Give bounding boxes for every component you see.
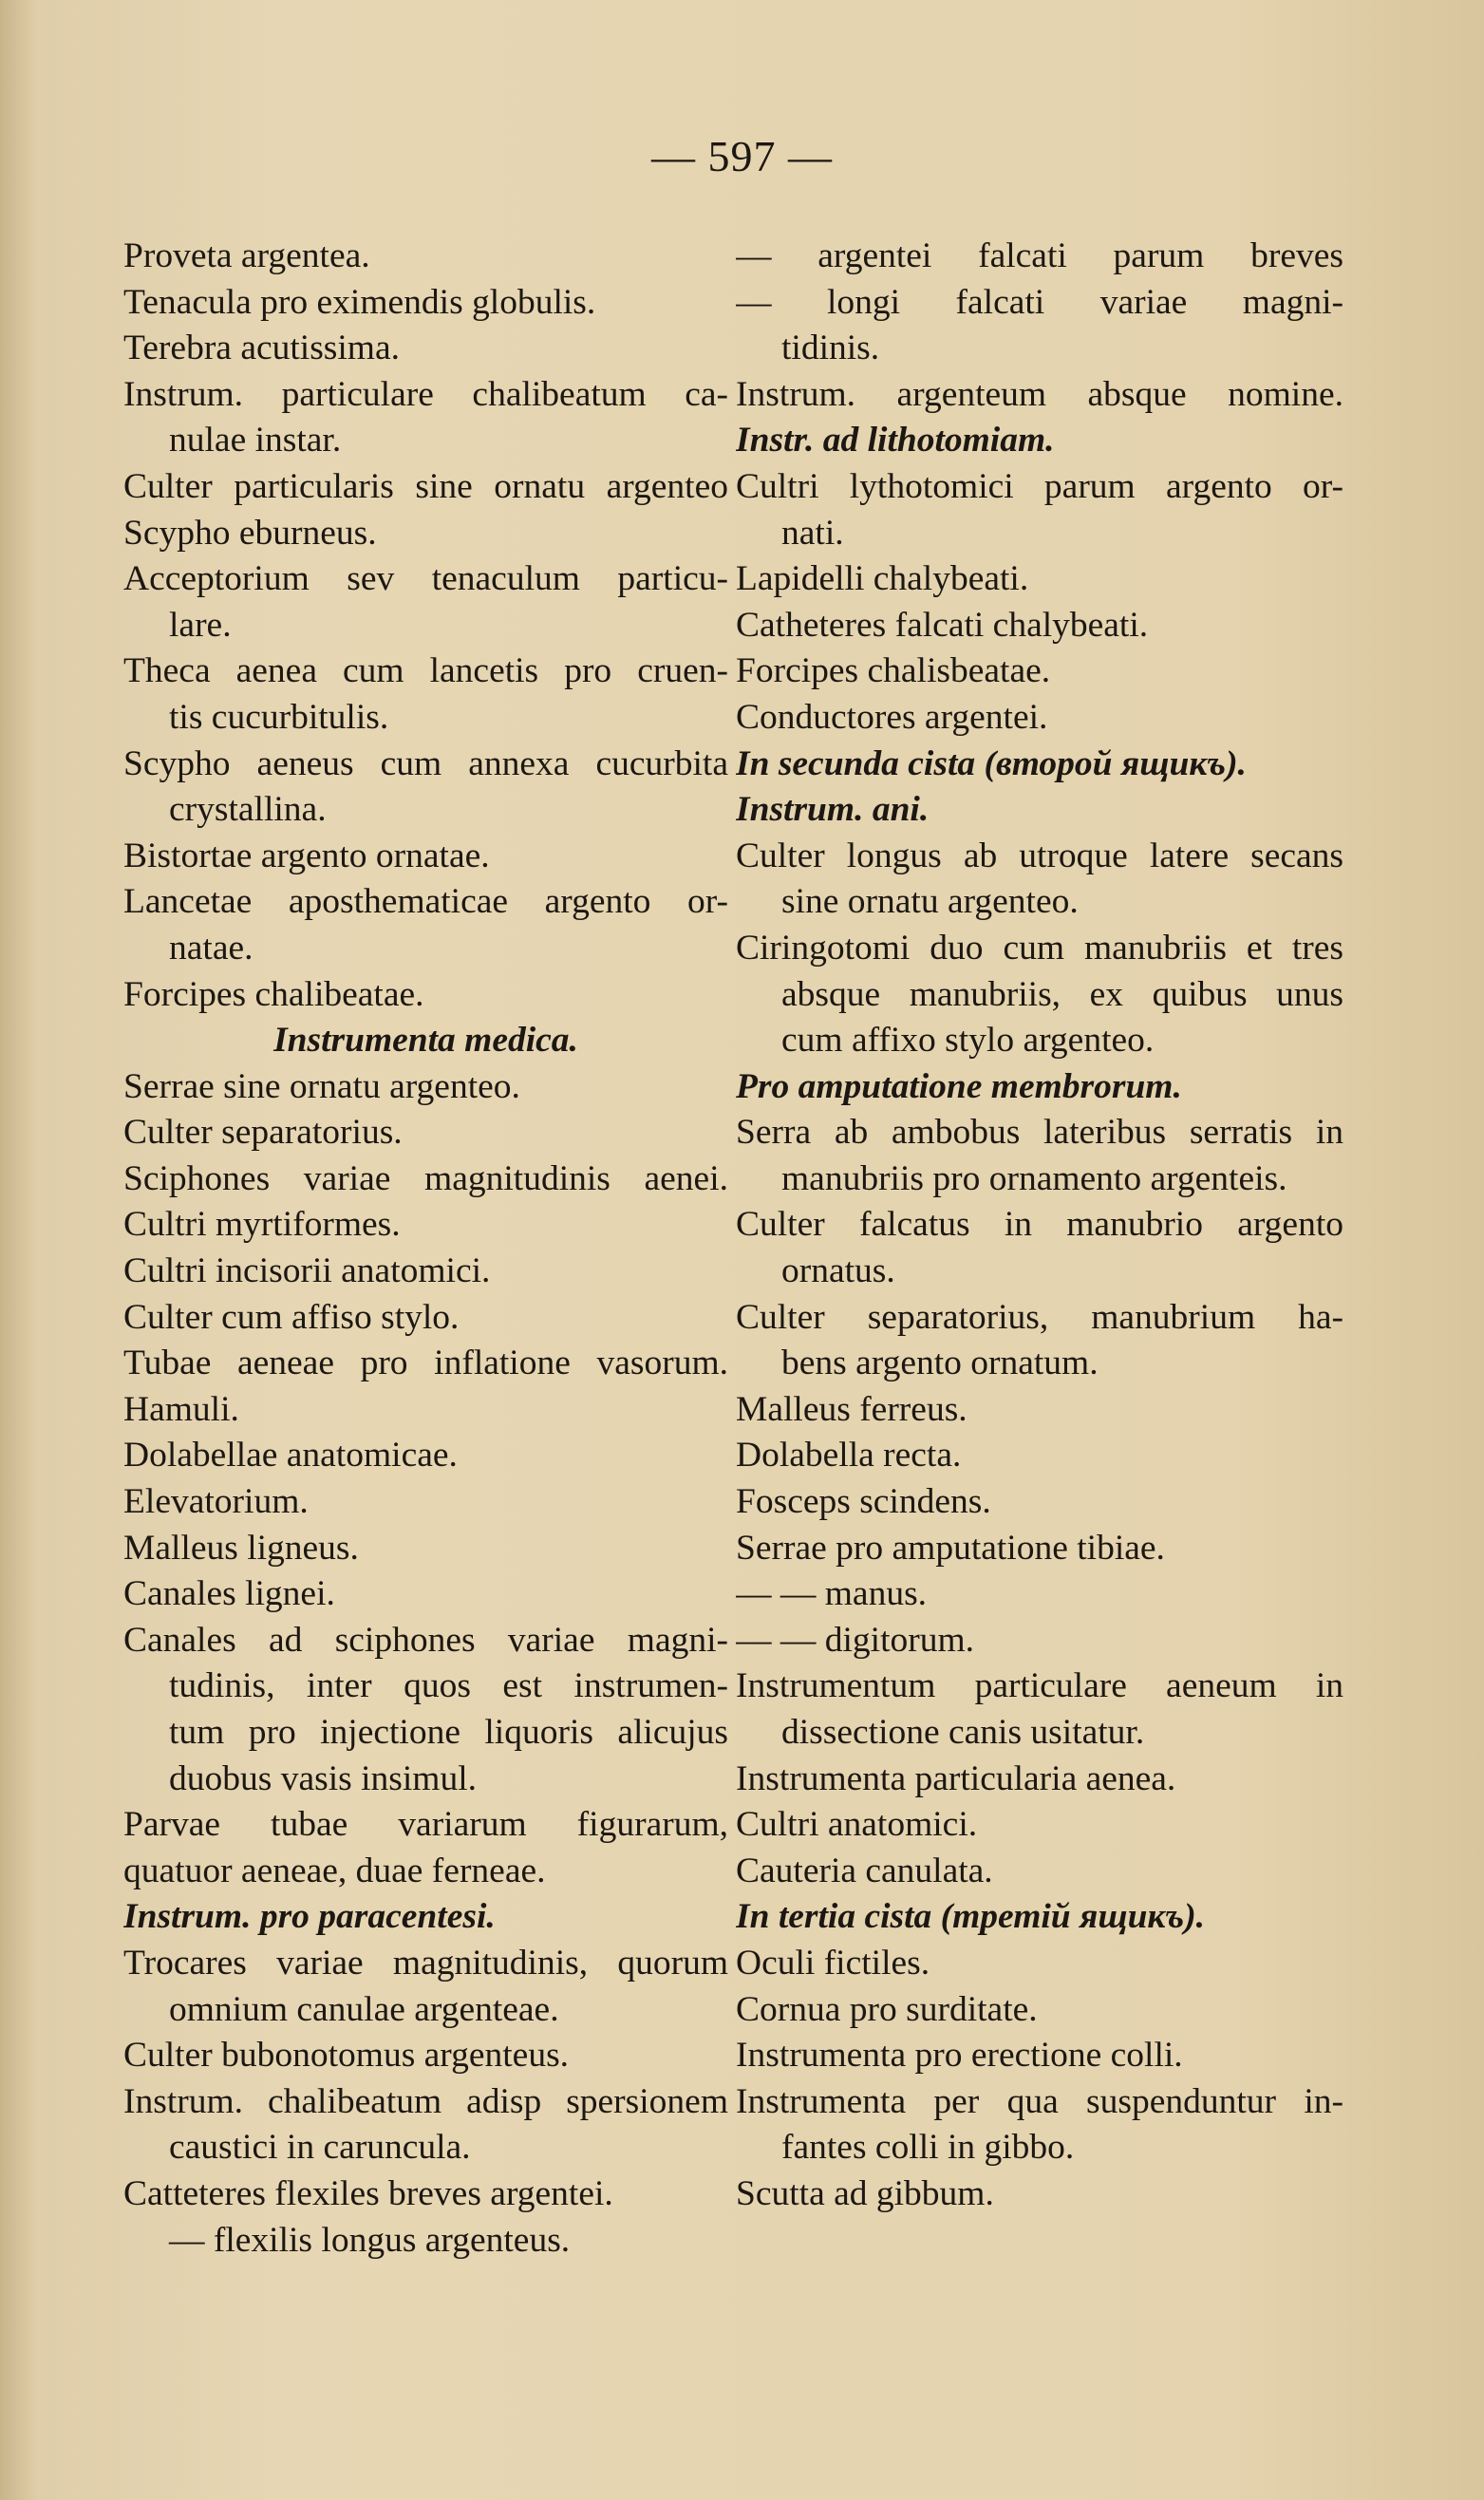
text-line: tidinis. — [781, 329, 880, 368]
text-line: Culter falcatus in manubrio argento — [736, 1205, 1343, 1245]
text-line: Catheteres falcati chalybeati. — [736, 605, 1149, 645]
text-line: Forcipes chalisbeatae. — [736, 651, 1051, 691]
text-line: Bistortae argento ornatae. — [123, 836, 490, 875]
text-line: Forcipes chalibeatae. — [123, 974, 424, 1014]
text-line: Canales lignei. — [123, 1574, 335, 1614]
section-heading: Instrum. pro paracentesi. — [123, 1897, 496, 1937]
text-line: Culter longus ab utroque latere secans — [736, 836, 1343, 875]
text-line: Parvae tubae variarum figurarum, — [123, 1805, 728, 1845]
text-line: Serrae pro amputatione tibiae. — [736, 1528, 1165, 1568]
text-line: — argentei falcati parum breves — [736, 236, 1343, 275]
text-line: Culter particularis sine ornatu argenteo — [123, 466, 728, 506]
text-line: nati. — [781, 513, 844, 553]
text-line: Dolabella recta. — [736, 1436, 962, 1476]
text-line: lare. — [169, 605, 232, 645]
text-line: Instrumenta particularia aenea. — [736, 1758, 1176, 1798]
text-line: Acceptorium sev tenaculum particu- — [123, 559, 728, 599]
text-line: cum affixo stylo argenteo. — [781, 1021, 1155, 1061]
text-line: Instrum. particulare chalibeatum ca- — [123, 374, 728, 414]
section-heading: Instrum. ani. — [736, 790, 930, 830]
text-line: Proveta argentea. — [123, 236, 370, 275]
text-line: caustici in caruncula. — [169, 2128, 471, 2168]
text-line: Malleus ligneus. — [123, 1528, 359, 1568]
text-line: quatuor aeneae, duae ferneae. — [123, 1851, 546, 1890]
text-line: Tubae aeneae pro inflatione vasorum. — [123, 1344, 728, 1383]
text-line: dissectione canis usitatur. — [781, 1713, 1145, 1752]
text-line: Instrumentum particulare aeneum in — [736, 1666, 1343, 1706]
text-line: Instrumenta pro erectione colli. — [736, 2036, 1183, 2076]
text-line: Cultri lythotomici parum argento or- — [736, 466, 1343, 506]
text-line: tis cucurbitulis. — [169, 697, 389, 737]
text-line: Sciphones variae magnitudinis aenei. — [123, 1158, 728, 1198]
text-line: ornatus. — [781, 1251, 895, 1291]
text-line: — — digitorum. — [736, 1620, 975, 1660]
text-line: Conductores argentei. — [736, 697, 1048, 737]
text-line: — flexilis longus argenteus. — [169, 2220, 571, 2260]
text-line: Terebra acutissima. — [123, 329, 400, 368]
text-line: Serra ab ambobus lateribus serratis in — [736, 1113, 1343, 1153]
text-line: nulae instar. — [169, 421, 342, 461]
text-line: natae. — [169, 928, 254, 968]
text-line: Lancetae aposthematicae argento or- — [123, 882, 728, 922]
section-heading: In secunda cista (второй ящикъ). — [736, 743, 1247, 783]
right-column — [736, 234, 1343, 2218]
text-line: Canales ad sciphones variae magni- — [123, 1620, 728, 1660]
text-line: — — manus. — [736, 1574, 928, 1614]
text-line: Catteteres flexiles breves argentei. — [123, 2173, 613, 2213]
page-number: — 597 — — [651, 132, 833, 180]
text-line: Culter separatorius, manubrium ha- — [736, 1297, 1343, 1337]
text-line: Cultri myrtiformes. — [123, 1205, 401, 1245]
text-line: Scutta ad gibbum. — [736, 2173, 994, 2213]
text-line: crystallina. — [169, 790, 327, 830]
text-line: Scypho eburneus. — [123, 513, 377, 553]
text-line: Lapidelli chalybeati. — [736, 559, 1029, 599]
text-line: Dolabellae anatomicae. — [123, 1436, 458, 1476]
text-line: Elevatorium. — [123, 1482, 309, 1522]
text-line: Cauteria canulata. — [736, 1851, 993, 1890]
text-line: Oculi fictiles. — [736, 1943, 930, 1983]
text-line: fantes colli in gibbo. — [781, 2128, 1075, 2168]
text-line: Culter separatorius. — [123, 1113, 403, 1153]
text-line: Malleus ferreus. — [736, 1389, 967, 1429]
text-line: Serrae sine ornatu argenteo. — [123, 1066, 520, 1106]
text-line: — longi falcati variae magni- — [736, 282, 1343, 322]
text-line: tudinis, inter quos est instrumen- — [169, 1666, 728, 1706]
text-line: Cornua pro surditate. — [736, 1989, 1038, 2029]
text-line: Instrum. argenteum absque nomine. — [736, 374, 1343, 414]
section-heading: Instrumenta medica. — [273, 1021, 578, 1061]
text-line: Hamuli. — [123, 1389, 239, 1429]
text-line: Cultri anatomici. — [736, 1805, 978, 1845]
text-line: Instrumenta per qua suspenduntur in- — [736, 2081, 1343, 2121]
section-heading: In tertia cista (третій ящикъ). — [736, 1897, 1206, 1937]
text-line: Trocares variae magnitudinis, quorum — [123, 1943, 728, 1983]
section-heading: Instr. ad lithotomiam. — [736, 421, 1055, 461]
text-line: omnium canulae argenteae. — [169, 1989, 559, 2029]
text-line: Cultri incisorii anatomici. — [123, 1251, 491, 1291]
section-heading: Pro amputatione membrorum. — [736, 1066, 1182, 1106]
text-line: Fosceps scindens. — [736, 1482, 991, 1522]
text-line: Culter cum affiso stylo. — [123, 1297, 460, 1337]
text-line: Theca aenea cum lancetis pro cruen- — [123, 651, 728, 691]
text-line: sine ornatu argenteo. — [781, 882, 1079, 922]
text-line: absque manubriis, ex quibus unus — [781, 974, 1343, 1014]
text-line: duobus vasis insimul. — [169, 1758, 477, 1798]
text-line: Instrum. chalibeatum adisp spersionem — [123, 2081, 728, 2121]
text-line: Scypho aeneus cum annexa cucurbita — [123, 743, 728, 783]
text-line: bens argento ornatum. — [781, 1344, 1099, 1383]
text-line: Tenacula pro eximendis globulis. — [123, 282, 596, 322]
text-line: tum pro injectione liquoris alicujus — [169, 1713, 728, 1752]
left-column — [123, 234, 728, 2264]
text-line: Ciringotomi duo cum manubriis et tres — [736, 928, 1343, 968]
text-line: Culter bubonotomus argenteus. — [123, 2036, 570, 2076]
text-line: manubriis pro ornamento argenteis. — [781, 1158, 1287, 1198]
